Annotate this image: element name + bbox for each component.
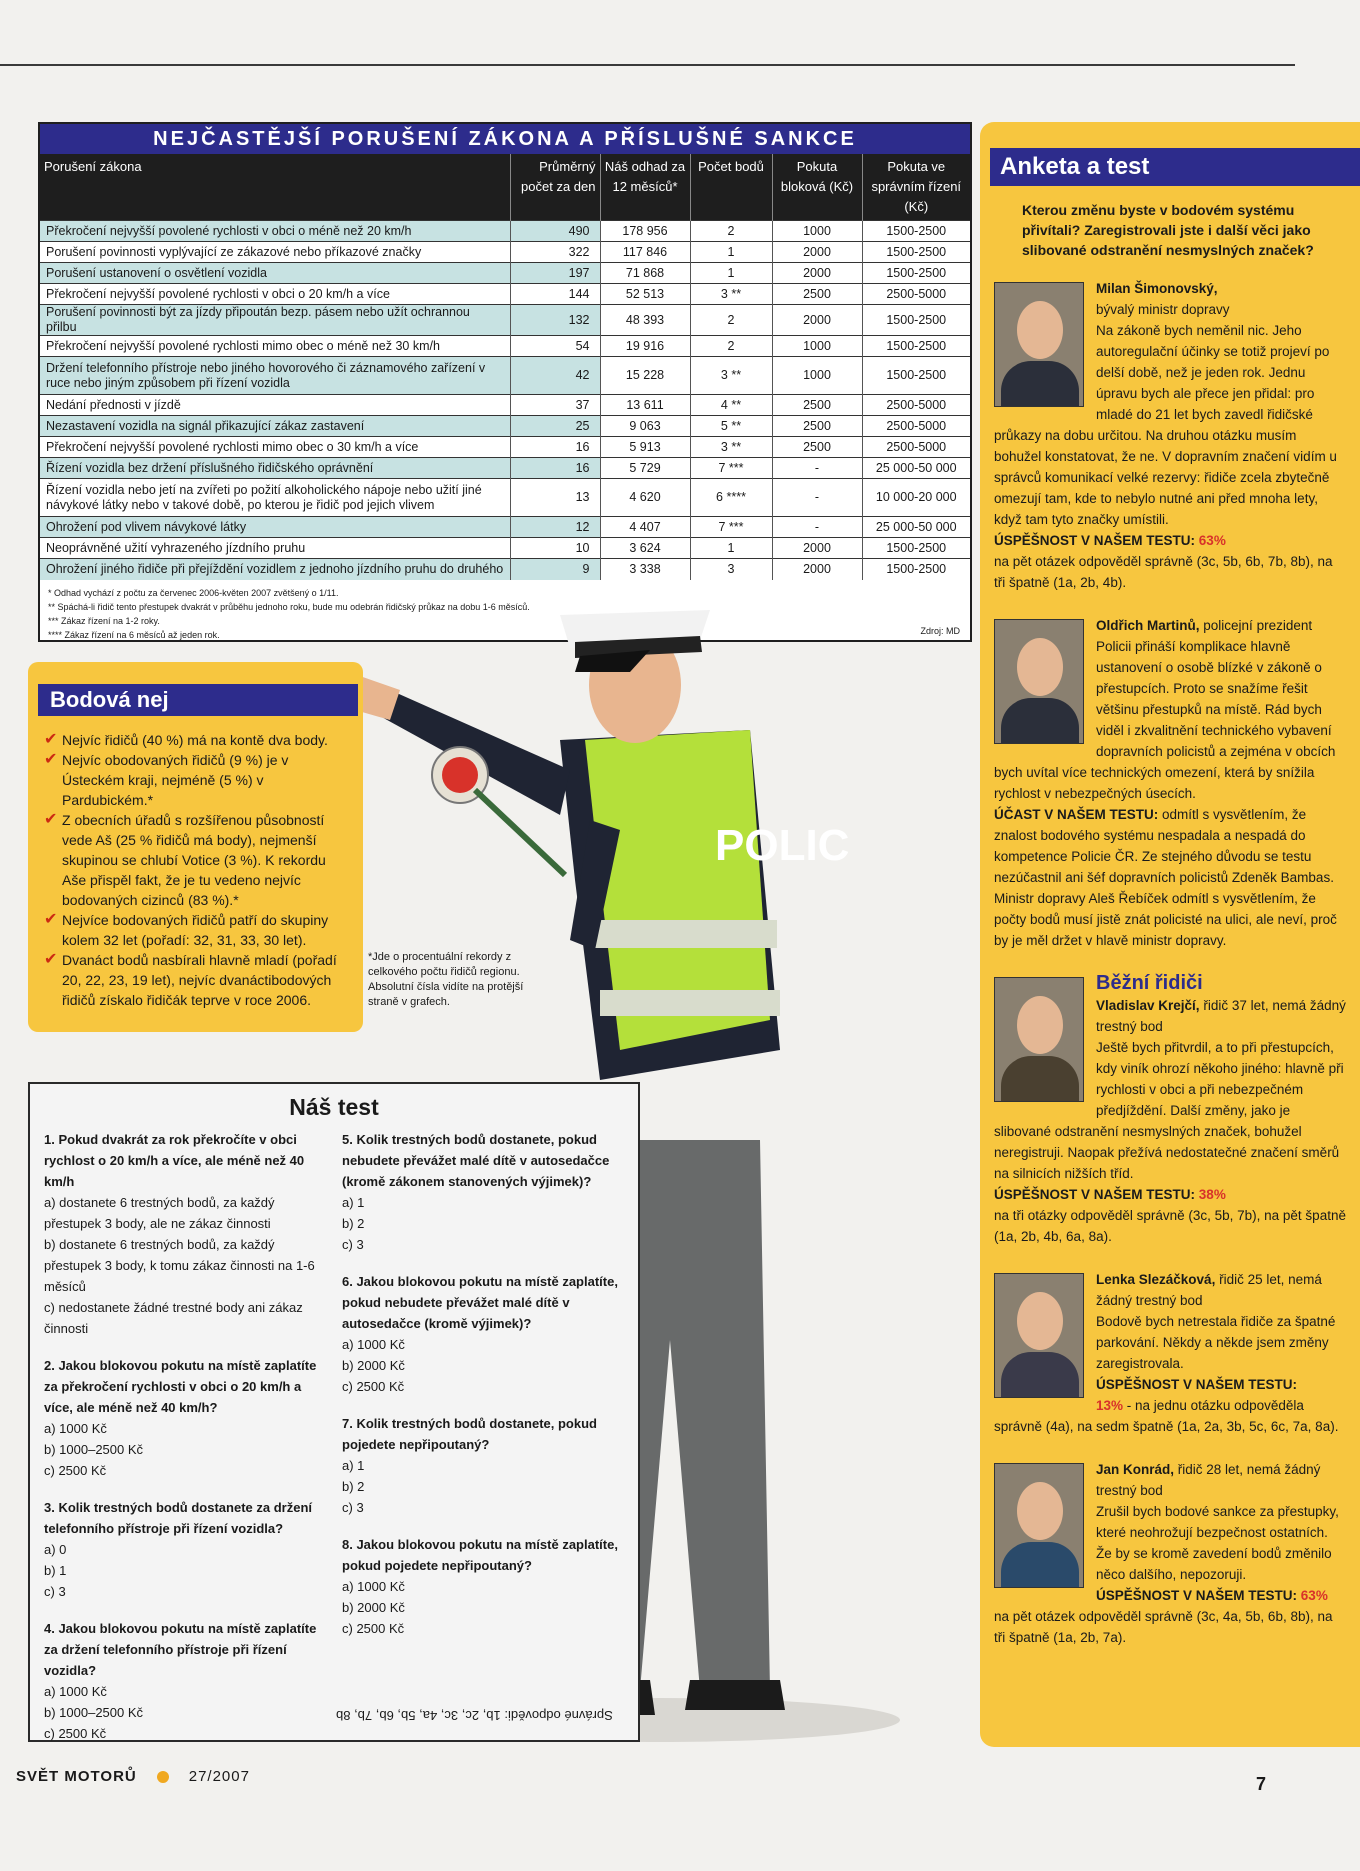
table-row	[40, 479, 970, 517]
col-header: Průměrný počet za den	[510, 154, 600, 221]
table-cell: 37	[510, 395, 600, 416]
table-row	[40, 263, 970, 284]
participation-label: ÚČAST V NAŠEM TESTU:	[994, 807, 1159, 822]
score-label: ÚSPĚŠNOST V NAŠEM TESTU:	[994, 533, 1196, 548]
answer-option: a) 1000 Kč	[342, 1579, 405, 1594]
table-row	[40, 416, 970, 437]
table-cell: 10 000-20 000	[862, 479, 970, 517]
score-label: ÚSPĚŠNOST V NAŠEM TESTU:	[994, 1187, 1196, 1202]
answer-option: b) 2000 Kč	[342, 1358, 405, 1373]
table-cell: 197	[510, 263, 600, 284]
score-value: 38%	[1198, 1187, 1226, 1202]
table-cell: 7 ***	[690, 517, 772, 538]
person-role: policejní prezident	[1203, 618, 1313, 633]
table-cell: 9 063	[600, 416, 690, 437]
table-cell: 1000	[772, 357, 862, 395]
table-cell: 25 000-50 000	[862, 458, 970, 479]
table-row	[40, 221, 970, 242]
answer-option: b) 2	[342, 1479, 365, 1494]
table-row	[40, 458, 970, 479]
table-cell: 42	[510, 357, 600, 395]
test-question	[342, 1129, 624, 1255]
test-question	[342, 1413, 624, 1518]
test-question	[44, 1497, 326, 1602]
person-text: Zrušil bych bodové sankce za přestupky, které neohrožují bezpečnost ostatních. Že by se kromě zavedení bodů změnilo něco dalšího, nepozoruji.	[1096, 1504, 1339, 1582]
table-cell: 117 846	[600, 242, 690, 263]
check-icon: ✔	[44, 731, 58, 748]
footnote: *** Zákaz řízení na 1-2 roky.	[48, 615, 160, 626]
test-question	[342, 1271, 624, 1397]
portrait-photo	[994, 1273, 1084, 1398]
table-cell: 2000	[772, 538, 862, 559]
violation-name-cell: Porušení ustanovení o osvětlení vozidla	[40, 263, 510, 284]
table-cell: 2	[690, 221, 772, 242]
table-cell: 322	[510, 242, 600, 263]
question-text: 6. Jakou blokovou pokutu na místě zaplatíte, pokud nebudete převážet malé dítě v autosedačce (kromě výjimek)?	[342, 1274, 618, 1331]
person-role: řidič 25 let, nemá žádný trestný bod	[1096, 1272, 1322, 1308]
table-cell: 1	[690, 263, 772, 284]
table-cell: 13	[510, 479, 600, 517]
score-detail: - na jednu otázku odpověděla správně (4a), na sedm špatně (1a, 2a, 3b, 5c, 6c, 7a, 8a).	[994, 1398, 1339, 1434]
answer-option: c) 3	[44, 1584, 66, 1599]
test-question	[44, 1618, 326, 1744]
answer-option: c) 2500 Kč	[342, 1379, 405, 1394]
table-cell: 12	[510, 517, 600, 538]
table-cell: 4 407	[600, 517, 690, 538]
answer-option: c) 2500 Kč	[44, 1726, 107, 1741]
check-icon: ✔	[44, 951, 58, 968]
footnote: ** Spáchá-li řidič tento přestupek dvakrát v průběhu jednoho roku, bude mu odebrán řidičský průkaz na dobu 1-6 měsíců.	[48, 601, 530, 612]
table-cell: 2	[690, 305, 772, 336]
violation-name-cell: Ohrožení pod vlivem návykové látky	[40, 517, 510, 538]
question-text: 3. Kolik trestných bodů dostanete za držení telefonního přístroje při řízení vozidla?	[44, 1500, 312, 1536]
table-cell: 2500-5000	[862, 416, 970, 437]
table-cell: 4 620	[600, 479, 690, 517]
table-cell: 1500-2500	[862, 538, 970, 559]
violation-name-cell: Neoprávněné užití vyhrazeného jízdního pruhu	[40, 538, 510, 559]
bullet-icon	[157, 1771, 169, 1783]
table-cell: 9	[510, 559, 600, 580]
person-name: Oldřich Martinů,	[1096, 618, 1200, 633]
table-cell: 3	[690, 559, 772, 580]
table-cell: 25	[510, 416, 600, 437]
footnote: * Odhad vychází z počtu za červenec 2006-květen 2007 zvětšený o 1/11.	[48, 587, 339, 598]
table-cell: 3 624	[600, 538, 690, 559]
answer-option: b) 1	[44, 1563, 67, 1578]
bodova-footnote: *Jde o procentuální rekordy z celkového počtu řidičů regionu. Absolutní čísla vidíte na protější straně v grafech.	[368, 951, 524, 1008]
table-cell: 2500-5000	[862, 395, 970, 416]
table-cell: 178 956	[600, 221, 690, 242]
violation-name-cell: Překročení nejvyšší povolené rychlosti v obci o méně než 20 km/h	[40, 221, 510, 242]
answer-option: c) 3	[342, 1237, 364, 1252]
table-cell: 48 393	[600, 305, 690, 336]
score-detail: na tři otázky odpověděl správně (3c, 5b, 7b), na pět špatně (1a, 2b, 4b, 6a, 8a).	[994, 1208, 1346, 1244]
answer-option: b) 2000 Kč	[342, 1600, 405, 1615]
bodova-item: ✔ Z obecních úřadů s rozšířenou působností vede Aš (25 % řidičů má body), nejmenší skupinou se chlubí Votice (3 %). K rekordu Aše přispěl fakt, že je tu vedeno nejvíc bodovaných cizinců (83 %).*	[44, 811, 326, 908]
page-footer	[16, 1768, 250, 1785]
col-header: Počet bodů	[690, 154, 772, 221]
answer-option: a) 0	[44, 1542, 67, 1557]
vest-label: POLIC	[715, 821, 850, 870]
violation-name-cell: Držení telefonního přístroje nebo jiného hovorového či záznamového zařízení v ruce nebo jiným způsobem při řízení vozidla	[40, 357, 510, 395]
answer-option: a) 1	[342, 1195, 365, 1210]
answer-option: a) 1	[342, 1458, 365, 1473]
question-text: 7. Kolik trestných bodů dostanete, pokud pojedete nepřipoutaný?	[342, 1416, 597, 1452]
violation-name-cell: Porušení povinnosti vyplývající ze zákazové nebo příkazové značky	[40, 242, 510, 263]
table-cell: -	[772, 458, 862, 479]
test-box	[28, 1082, 640, 1742]
table-cell: 54	[510, 336, 600, 357]
table-cell: 1500-2500	[862, 559, 970, 580]
answer-option: a) 1000 Kč	[44, 1421, 107, 1436]
person-martinu	[994, 615, 1346, 951]
violation-name-cell: Překročení nejvyšší povolené rychlosti mimo obec o 30 km/h a více	[40, 437, 510, 458]
table-row	[40, 538, 970, 559]
test-column-left	[44, 1129, 326, 1760]
table-cell: 2	[690, 336, 772, 357]
table-row	[40, 242, 970, 263]
table-cell: 3 **	[690, 437, 772, 458]
answer-option: c) 2500 Kč	[342, 1621, 405, 1636]
table-cell: 1	[690, 242, 772, 263]
participation-detail: odmítl s vysvětlením, že znalost bodového systému nespadala a nespadá do kompetence Policie ČR. Ze stejného důvodu se testu nezúčastnil ani šéf dopravních policistů Zdeněk Bambas. Ministr dopravy Aleš Řebíček odmítl s vysvětlením, že počty bodů musí jistě znát policisté na ulici, ale neví, proč by je měl držet v hlavě ministr dopravy.	[994, 807, 1337, 948]
portrait-photo	[994, 1463, 1084, 1588]
portrait-photo	[994, 977, 1084, 1102]
bodova-nej-box	[28, 662, 363, 1032]
score-label: ÚSPĚŠNOST V NAŠEM TESTU:	[1096, 1588, 1298, 1603]
violation-name-cell: Řízení vozidla bez držení příslušného řidičského oprávnění	[40, 458, 510, 479]
violation-name-cell: Překročení nejvyšší povolené rychlosti mimo obec o méně než 30 km/h	[40, 336, 510, 357]
answer-option: b) 1000–2500 Kč	[44, 1442, 144, 1457]
table-cell: 1	[690, 538, 772, 559]
person-text: Policii přináší komplikace hlavně ustanovení o osobě blízké v zákoně o přestupcích. Proto se snažíme řešit většinu přestupků na místě. Rád bych viděl i zkvalitnění technického vybavení dopravních policistů a zejména v obcích bych uvítal více technických omezení, která by snížila rychlost v nebezpečných úsecích.	[994, 639, 1336, 801]
bodova-item: ✔ Dvanáct bodů nasbírali hlavně mladí (pořadí 20, 22, 23, 19 let), nejvíc dvanáctibodových řidičů získalo řidičák teprve v roce 2006.	[44, 951, 337, 1008]
question-text: 4. Jakou blokovou pokutu na místě zaplatíte za držení telefonního přístroje při řízení vozidla?	[44, 1621, 317, 1678]
col-header: Pokuta bloková (Kč)	[772, 154, 862, 221]
anketa-box	[980, 122, 1360, 1747]
table-cell: 1500-2500	[862, 336, 970, 357]
table-cell: 2500	[772, 395, 862, 416]
check-icon: ✔	[44, 911, 58, 928]
violation-name-cell: Nedání přednosti v jízdě	[40, 395, 510, 416]
check-icon: ✔	[44, 811, 58, 828]
answer-option: c) nedostanete žádné trestné body ani zákaz činnosti	[44, 1300, 303, 1336]
table-cell: 1000	[772, 336, 862, 357]
answer-option: b) 1000–2500 Kč	[44, 1705, 144, 1720]
question-text: 8. Jakou blokovou pokutu na místě zaplatíte, pokud pojedete nepřipoutaný?	[342, 1537, 618, 1573]
person-text: Ještě bych přitvrdil, a to při přestupcích, kdy viník ohrozí někoho jiného: hlavně při rychlosti v obci a při nebezpečném předjíždění. Další změny, jako je slibované odstranění nesmyslných značek, bohužel neregistruji. Naopak přežívá nedostatečné značení směrů na silnicích nižších tříd.	[994, 1040, 1344, 1181]
person-role: bývalý ministr dopravy	[1096, 302, 1230, 317]
score-detail: na pět otázek odpověděl správně (3c, 4a, 5b, 6b, 8b), na tři špatně (1a, 2b, 7a).	[994, 1609, 1333, 1645]
table-cell: 1500-2500	[862, 357, 970, 395]
table-row	[40, 517, 970, 538]
table-cell: 490	[510, 221, 600, 242]
test-question	[44, 1129, 326, 1339]
table-cell: 132	[510, 305, 600, 336]
table-row	[40, 395, 970, 416]
question-text: 1. Pokud dvakrát za rok překročíte v obci rychlost o 20 km/h a více, ale méně než 40 km/h	[44, 1132, 305, 1189]
table-cell: 16	[510, 458, 600, 479]
table-cell: 2000	[772, 305, 862, 336]
violations-table-box	[38, 122, 972, 642]
table-cell: 1500-2500	[862, 242, 970, 263]
table-row	[40, 305, 970, 336]
bodova-item: ✔ Nejvíc obodovaných řidičů (9 %) je v Ústeckém kraji, nejméně (5 %) v Pardubickém.*	[44, 751, 289, 808]
table-row	[40, 336, 970, 357]
table-cell: 5 913	[600, 437, 690, 458]
person-text: Na zákoně bych neměnil nic. Jeho autoregulační účinky se totiž projeví po delší době, než je jeden rok. Jednu úpravu bych ale přece jen přidal: pro mladé do 21 let bych zavedl řidičské průkazy na dobu určitou. Na druhou otázku musím bohužel konstatovat, že ne. V dopravním značení vidím u správců komunikací velké rezervy: řidiče zcela zbytečně omezují tam, kde to nebylo nutné ani před mnoha lety, když tam tyto značky umístili.	[994, 323, 1337, 527]
answer-option: c) 2500 Kč	[44, 1463, 107, 1478]
table-cell: 2000	[772, 559, 862, 580]
table-cell: 2500-5000	[862, 284, 970, 305]
table-cell: 10	[510, 538, 600, 559]
answer-option: a) 1000 Kč	[342, 1337, 405, 1352]
bodova-item: ✔ Nejvíce bodovaných řidičů patří do skupiny kolem 32 let (pořadí: 32, 31, 33, 30 let).	[44, 911, 329, 948]
anketa-title: Anketa a test	[990, 148, 1360, 186]
person-role: řidič 28 let, nemá žádný trestný bod	[1096, 1462, 1321, 1498]
table-cell: 71 868	[600, 263, 690, 284]
score-value: 63%	[1300, 1588, 1328, 1603]
violation-name-cell: Řízení vozidla nebo jetí na zvířeti po požití alkoholického nápoje nebo užití jiné návykové látky nebo v takové době, po kterou je řidič pod jejich vlivem	[40, 479, 510, 517]
table-row	[40, 284, 970, 305]
table-title: NEJČASTĚJŠÍ PORUŠENÍ ZÁKONA A PŘÍSLUŠNÉ SANKCE	[40, 124, 970, 154]
table-cell: 2500-5000	[862, 437, 970, 458]
col-header: Porušení zákona	[40, 154, 510, 221]
person-konrad	[994, 1459, 1346, 1648]
test-title: Náš test	[289, 1094, 379, 1120]
person-name: Jan Konrád,	[1096, 1462, 1175, 1477]
portrait-photo	[994, 619, 1084, 744]
page-number: 7	[1256, 1774, 1267, 1794]
col-header: Náš odhad za 12 měsíců*	[600, 154, 690, 221]
violation-name-cell: Ohrožení jiného řidiče při přejíždění vozidlem z jednoho jízdního pruhu do druhého	[40, 559, 510, 580]
answer-option: c) 3	[342, 1500, 364, 1515]
table-cell: 3 **	[690, 284, 772, 305]
magazine-name: SVĚT MOTORŮ	[16, 1768, 137, 1785]
anketa-question: Kterou změnu byste v bodovém systému přivítali? Zaregistrovali jste i další věci jako slibované odstranění nesmyslných značek?	[1022, 202, 1314, 258]
table-cell: 2000	[772, 242, 862, 263]
table-cell: -	[772, 479, 862, 517]
table-cell: 1000	[772, 221, 862, 242]
col-header: Pokuta ve správním řízení (Kč)	[862, 154, 970, 221]
signal-disc-red	[442, 757, 478, 793]
table-row	[40, 559, 970, 580]
reflective-stripe-2	[600, 990, 780, 1016]
answer-option: a) dostanete 6 trestných bodů, za každý přestupek 3 body, ale ne zákaz činnosti	[44, 1195, 275, 1231]
table-cell: 1500-2500	[862, 221, 970, 242]
violation-name-cell: Nezastavení vozidla na signál přikazující zákaz zastavení	[40, 416, 510, 437]
check-icon: ✔	[44, 751, 58, 768]
table-cell: 1500-2500	[862, 305, 970, 336]
table-cell: 3 **	[690, 357, 772, 395]
table-cell: 2500	[772, 437, 862, 458]
top-rule	[0, 64, 1295, 66]
person-krejci	[994, 973, 1346, 1247]
person-name: Vladislav Krejčí,	[1096, 998, 1200, 1013]
table-header-row	[40, 154, 970, 221]
table-cell: 13 611	[600, 395, 690, 416]
test-question	[44, 1355, 326, 1481]
table-row	[40, 357, 970, 395]
table-cell: 2500	[772, 416, 862, 437]
person-role: řidič 37 let, nemá žádný trestný bod	[1096, 998, 1346, 1034]
table-cell: 2000	[772, 263, 862, 284]
table-cell: 6 ****	[690, 479, 772, 517]
table-cell: -	[772, 517, 862, 538]
test-answers: Správné odpovědi: 1b, 2c, 3c, 4a, 5b, 6b, 7b, 8b	[336, 1708, 613, 1723]
answer-option: a) 1000 Kč	[44, 1684, 107, 1699]
table-cell: 5 **	[690, 416, 772, 437]
table-cell: 2500	[772, 284, 862, 305]
person-name: Milan Šimonovský,	[1096, 281, 1218, 296]
table-cell: 3 338	[600, 559, 690, 580]
answer-option: b) dostanete 6 trestných bodů, za každý přestupek 3 body, k tomu zákaz činnosti na 1-6 měsíců	[44, 1237, 315, 1294]
violation-name-cell: Porušení povinnosti být za jízdy připoután bezp. pásem nebo užít ochrannou přilbu	[40, 305, 510, 336]
person-simonovsky	[994, 278, 1346, 593]
table-source: Zdroj: MD	[920, 625, 960, 636]
bodova-title: Bodová nej	[38, 684, 358, 716]
score-label: ÚSPĚŠNOST V NAŠEM TESTU:	[1096, 1377, 1298, 1392]
violations-table	[40, 154, 970, 580]
table-cell: 19 916	[600, 336, 690, 357]
table-cell: 16	[510, 437, 600, 458]
reflective-stripe	[592, 920, 777, 948]
table-cell: 144	[510, 284, 600, 305]
person-slezackova	[994, 1269, 1346, 1437]
table-cell: 52 513	[600, 284, 690, 305]
score-value: 13%	[1096, 1398, 1124, 1413]
question-text: 5. Kolik trestných bodů dostanete, pokud nebudete převážet malé dítě v autosedačce (kromě zákonem stanovených výjimek)?	[342, 1132, 610, 1189]
answer-option: b) 2	[342, 1216, 365, 1231]
person-name: Lenka Slezáčková,	[1096, 1272, 1216, 1287]
drivers-subhead: Běžní řidiči	[1096, 972, 1203, 994]
question-text: 2. Jakou blokovou pokutu na místě zaplatíte za překročení rychlosti v obci o 20 km/h a více, ale méně než 40 km/h?	[44, 1358, 317, 1415]
table-cell: 25 000-50 000	[862, 517, 970, 538]
person-text: Bodově bych netrestala řidiče za špatné parkování. Někdy a někde jsem změny zaregistrovala.	[1096, 1314, 1336, 1371]
table-cell: 15 228	[600, 357, 690, 395]
score-detail: na pět otázek odpověděl správně (3c, 5b, 6b, 7b, 8b), na tři špatně (1a, 2b, 4b).	[994, 554, 1333, 590]
table-cell: 1500-2500	[862, 263, 970, 284]
table-cell: 7 ***	[690, 458, 772, 479]
score-value: 63%	[1198, 533, 1226, 548]
test-column-right	[342, 1129, 624, 1760]
table-cell: 5 729	[600, 458, 690, 479]
table-cell: 4 **	[690, 395, 772, 416]
right-shoe	[685, 1680, 785, 1710]
footnote: **** Zákaz řízení na 6 měsíců až jeden rok.	[48, 629, 220, 640]
test-question	[342, 1534, 624, 1639]
violation-name-cell: Překročení nejvyšší povolené rychlosti v obci o 20 km/h a více	[40, 284, 510, 305]
portrait-photo	[994, 282, 1084, 407]
issue-number: 27/2007	[188, 1768, 250, 1785]
bodova-item: ✔ Nejvíc řidičů (40 %) má na kontě dva body.	[44, 731, 328, 748]
table-row	[40, 437, 970, 458]
